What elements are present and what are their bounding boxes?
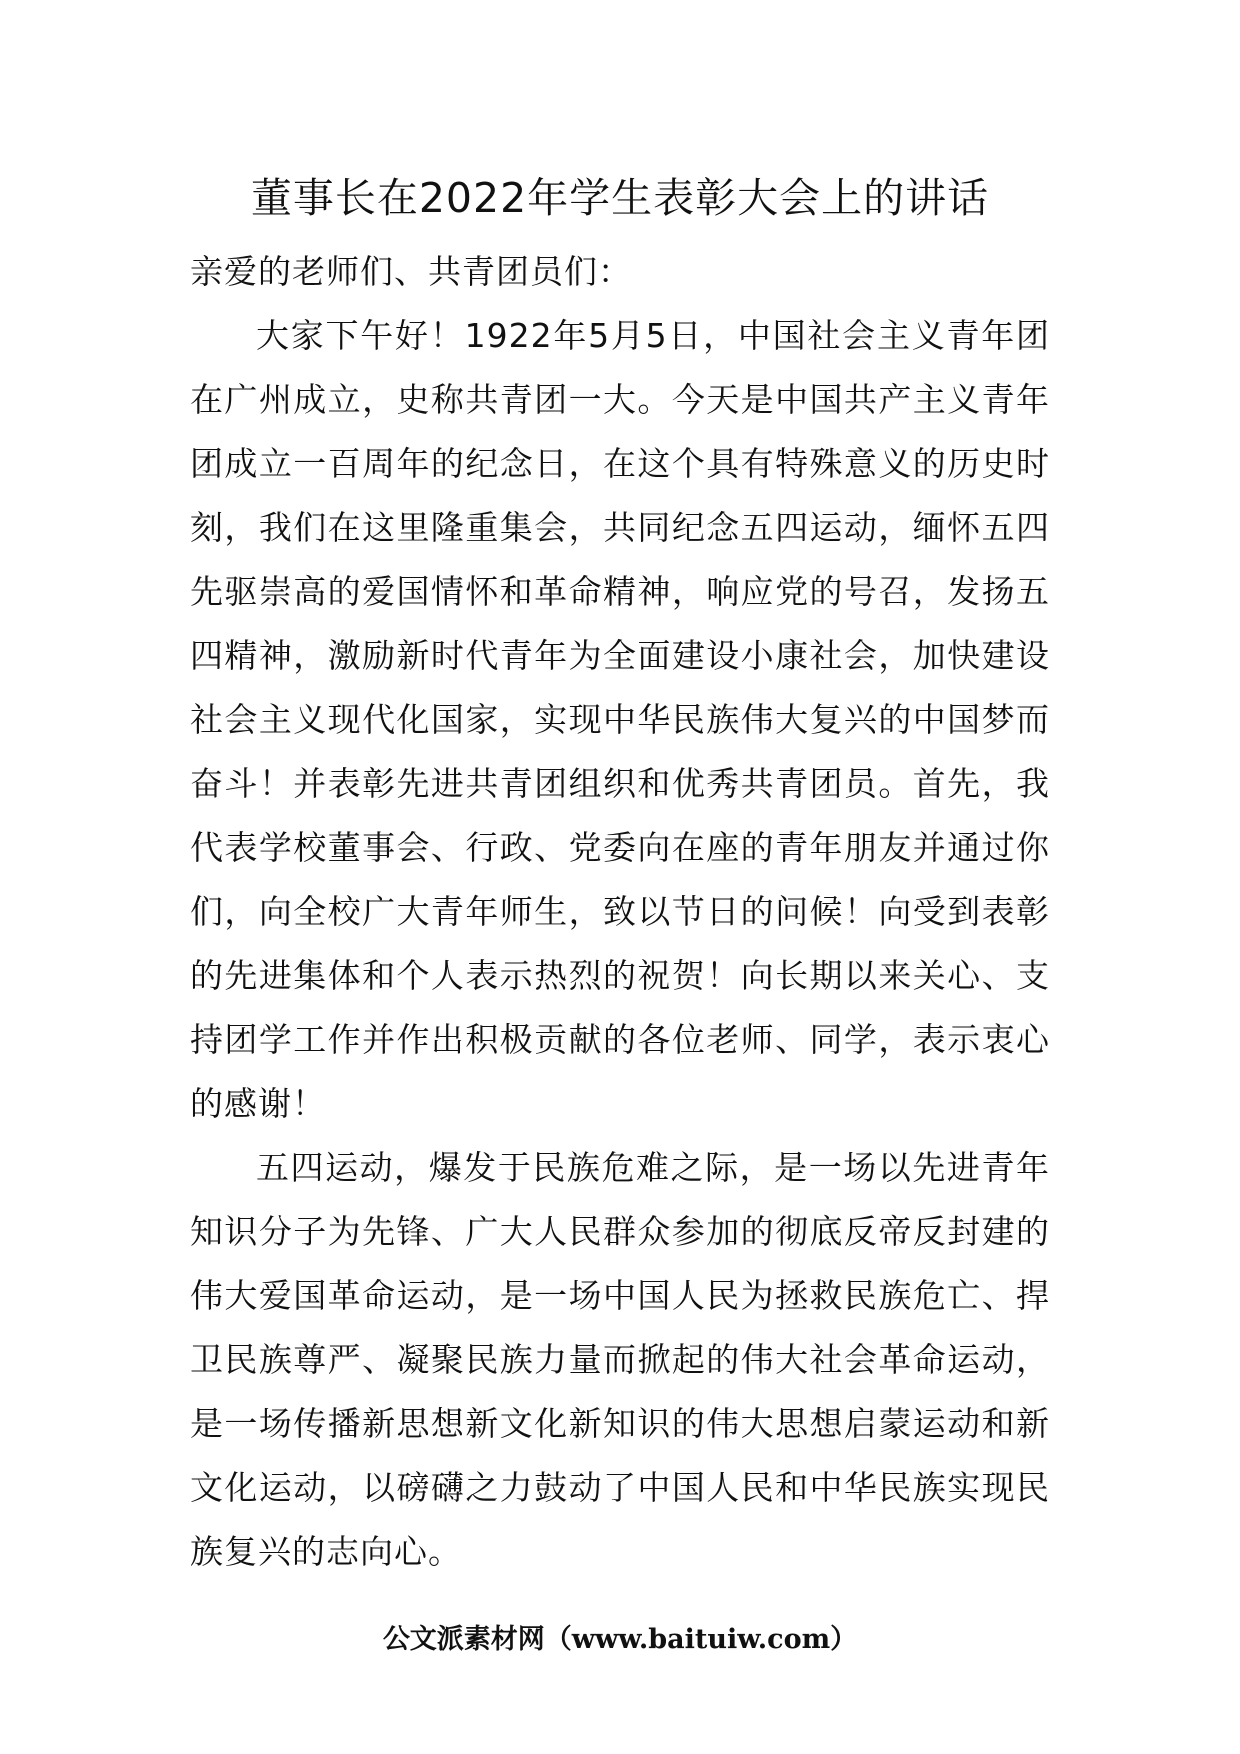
document-body bbox=[190, 240, 1050, 1584]
document-title: 董事长在2022年学生表彰大会上的讲话 bbox=[250, 174, 990, 222]
source-footer: 公文派素材网（www.baituiw.com） bbox=[382, 1624, 858, 1655]
paragraph-2: 五四运动，爆发于民族危难之际，是一场以先进青年知识分子为先锋、广大人民群众参加的彻底反帝反封建的伟大爱国革命运动，是一场中国人民为拯救民族危亡、捍卫民族尊严、凝聚民族力量而掀起的伟大社会革命运动，是一场传播新思想新文化新知识的伟大思想启蒙运动和新文化运动，以磅礴之力鼓动了中国人民和中华民族实现民族复兴的志向心。 bbox=[190, 1148, 1050, 1571]
paragraph-1: 大家下午好！1922年5月5日，中国社会主义青年团在广州成立，史称共青团一大。今天是中国共产主义青年团成立一百周年的纪念日，在这个具有特殊意义的历史时刻，我们在这里隆重集会，共同纪念五四运动，缅怀五四先驱崇高的爱国情怀和革命精神，响应党的号召，发扬五四精神，激励新时代青年为全面建设小康社会，加快建设社会主义现代化国家，实现中华民族伟大复兴的中国梦而奋斗！并表彰先进共青团组织和优秀共青团员。首先，我代表学校董事会、行政、党委向在座的青年朋友并通过你们，向全校广大青年师生，致以节日的问候！向受到表彰的先进集体和个人表示热烈的祝贺！向长期以来关心、支持团学工作并作出积极贡献的各位老师、同学，表示衷心的感谢！ bbox=[190, 316, 1050, 1123]
salutation: 亲爱的老师们、共青团员们： bbox=[190, 252, 632, 291]
